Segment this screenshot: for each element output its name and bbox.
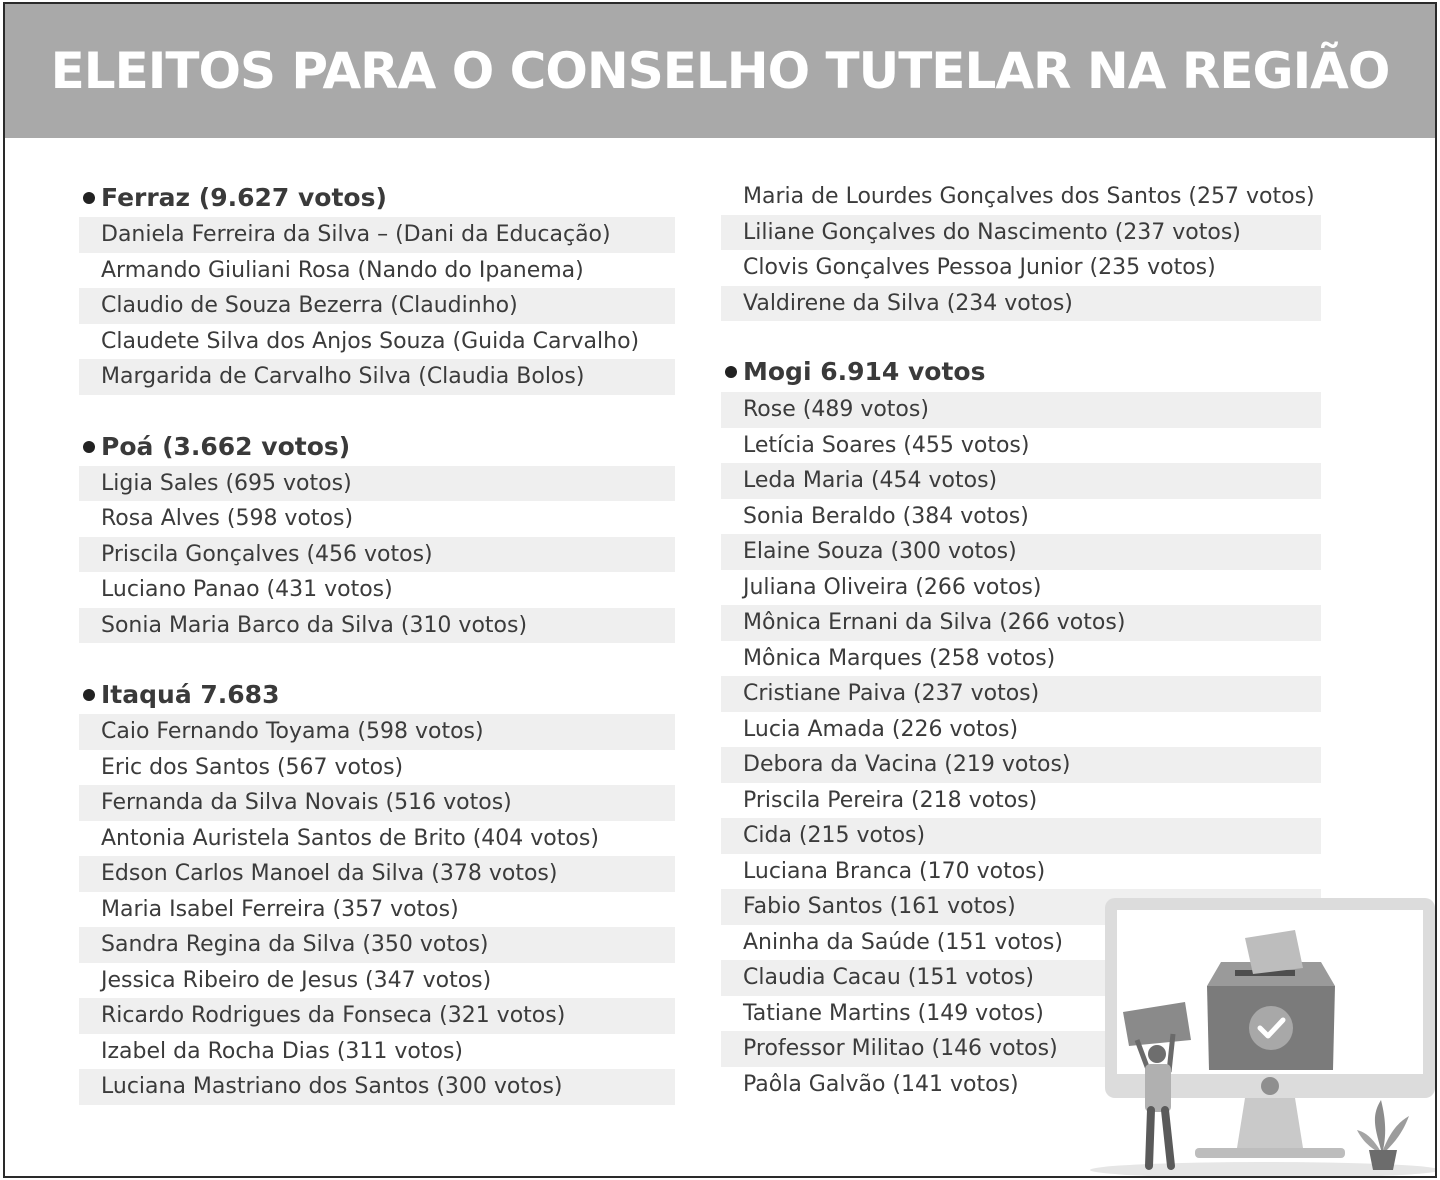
bullet-icon bbox=[725, 366, 737, 378]
group-title-text: Ferraz (9.627 votos) bbox=[101, 183, 387, 212]
list-item: Mônica Ernani da Silva (266 votos) bbox=[721, 605, 1321, 641]
voting-illustration bbox=[1085, 894, 1437, 1178]
group-title-text: Poá (3.662 votos) bbox=[101, 431, 351, 461]
list-item: Ricardo Rodrigues da Fonseca (321 votos) bbox=[79, 998, 675, 1034]
group-poa bbox=[79, 428, 675, 644]
list-item: Caio Fernando Toyama (598 votos) bbox=[79, 714, 675, 750]
list-item: Eric dos Santos (567 votos) bbox=[101, 754, 404, 780]
page-title: ELEITOS PARA O CONSELHO TUTELAR NA REGIÃO bbox=[50, 42, 1390, 100]
list-ferraz bbox=[79, 217, 675, 395]
list-item: Juliana Oliveira (266 votos) bbox=[743, 574, 1042, 600]
group-title-text: Mogi 6.914 votos bbox=[743, 357, 986, 386]
list-item: Rosa Alves (598 votos) bbox=[101, 506, 354, 531]
list-item: Aninha da Saúde (151 votos) bbox=[743, 929, 1063, 955]
list-item: Professor Militao (146 votos) bbox=[721, 1031, 1321, 1067]
header-banner bbox=[5, 4, 1435, 138]
potted-plant-icon bbox=[1357, 1100, 1409, 1170]
list-itaqua bbox=[79, 714, 675, 1105]
list-item: Luciana Mastriano dos Santos (300 votos) bbox=[79, 1069, 675, 1105]
bullet-icon bbox=[83, 441, 95, 453]
check-mark-icon bbox=[1249, 1006, 1293, 1050]
list-item: Luciano Panao (431 votos) bbox=[101, 577, 393, 602]
left-column bbox=[79, 179, 675, 1138]
list-item: Claudete Silva dos Anjos Souza (Guida Carvalho) bbox=[101, 328, 640, 354]
list-item: Claudia Cacau (151 votos) bbox=[721, 960, 1321, 996]
list-item: Tatiane Martins (149 votos) bbox=[743, 1000, 1044, 1026]
list-item: Paôla Galvão (141 votos) bbox=[743, 1071, 1019, 1097]
list-item: Ligia Sales (695 votos) bbox=[79, 466, 675, 502]
list-item: Fernanda da Silva Novais (516 votos) bbox=[79, 785, 675, 821]
list-item: Cida (215 votos) bbox=[721, 818, 1321, 854]
bullet-icon bbox=[83, 689, 95, 701]
group-title-poa bbox=[79, 428, 675, 466]
list-item: Sandra Regina da Silva (350 votos) bbox=[79, 927, 675, 963]
list-item: Luciana Branca (170 votos) bbox=[743, 858, 1046, 884]
list-item: Jessica Ribeiro de Jesus (347 votos) bbox=[101, 967, 492, 993]
list-item: Sonia Maria Barco da Silva (310 votos) bbox=[79, 608, 675, 644]
list-itaqua-continued bbox=[721, 179, 1321, 321]
list-poa bbox=[79, 466, 675, 644]
list-item: Cristiane Paiva (237 votos) bbox=[721, 676, 1321, 712]
list-item: Armando Giuliani Rosa (Nando do Ipanema) bbox=[101, 257, 584, 283]
group-title-text: Itaquá 7.683 bbox=[101, 680, 280, 709]
group-title-itaqua bbox=[79, 676, 675, 714]
list-item: Izabel da Rocha Dias (311 votos) bbox=[101, 1038, 464, 1064]
group-title-mogi bbox=[721, 352, 1321, 392]
list-item: Valdirene da Silva (234 votos) bbox=[721, 286, 1321, 322]
bullet-icon bbox=[83, 192, 95, 204]
list-item: Leda Maria (454 votos) bbox=[721, 463, 1321, 499]
list-item: Rose (489 votos) bbox=[721, 392, 1321, 428]
infographic-frame bbox=[3, 2, 1437, 1178]
list-item: Antonia Auristela Santos de Brito (404 votos) bbox=[101, 825, 599, 851]
group-title-ferraz bbox=[79, 179, 675, 217]
list-item: Mônica Marques (258 votos) bbox=[743, 645, 1056, 671]
list-item: Lucia Amada (226 votos) bbox=[743, 716, 1019, 742]
list-item: Edson Carlos Manoel da Silva (378 votos) bbox=[79, 856, 675, 892]
list-item: Claudio de Souza Bezerra (Claudinho) bbox=[79, 288, 675, 324]
list-item: Priscila Pereira (218 votos) bbox=[743, 787, 1038, 813]
list-item: Maria de Lourdes Gonçalves dos Santos (257 votos) bbox=[743, 184, 1315, 209]
list-item: Daniela Ferreira da Silva – (Dani da Educação) bbox=[79, 217, 675, 253]
list-item: Liliane Gonçalves do Nascimento (237 votos) bbox=[721, 215, 1321, 251]
group-ferraz bbox=[79, 179, 675, 395]
list-item: Margarida de Carvalho Silva (Claudia Bolos) bbox=[79, 359, 675, 395]
list-item: Clovis Gonçalves Pessoa Junior (235 votos) bbox=[743, 255, 1216, 280]
list-item: Fabio Santos (161 votos) bbox=[721, 889, 1321, 925]
list-item: Sonia Beraldo (384 votos) bbox=[743, 503, 1029, 529]
list-item: Debora da Vacina (219 votos) bbox=[721, 747, 1321, 783]
list-item: Priscila Gonçalves (456 votos) bbox=[79, 537, 675, 573]
list-item: Maria Isabel Ferreira (357 votos) bbox=[101, 896, 459, 922]
list-item: Elaine Souza (300 votos) bbox=[721, 534, 1321, 570]
group-itaqua bbox=[79, 676, 675, 1105]
list-item: Letícia Soares (455 votos) bbox=[743, 432, 1030, 458]
